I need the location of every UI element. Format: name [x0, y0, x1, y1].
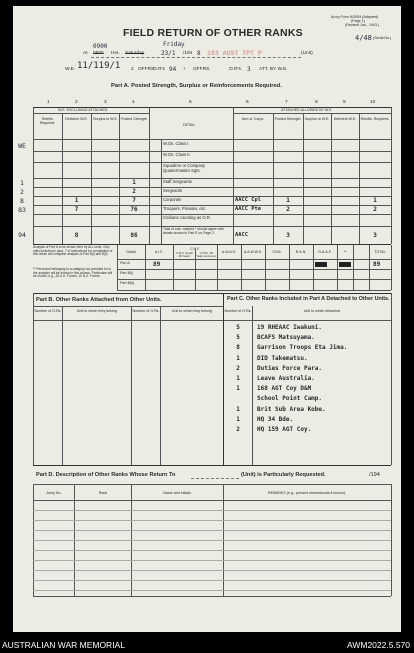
part-d-rule	[33, 570, 391, 571]
part-c-count: 1	[236, 415, 240, 423]
analysis-row-line-2	[117, 269, 391, 270]
part-c-count: 1	[236, 354, 240, 362]
analysis-col-aif: A.I.F.	[154, 250, 164, 254]
part-c-unit: DID Takematsu.	[257, 354, 308, 362]
col-num-4: 4	[132, 100, 135, 105]
analysis-row-part-bii: Part B(ii)	[120, 281, 134, 285]
part-c-count: 1	[236, 385, 240, 393]
hdr-posted-strength-2: Posted Strength.	[274, 117, 302, 121]
part-d-rule	[33, 550, 391, 551]
analysis-row-part-bi: Part B(i)	[120, 271, 134, 275]
analysis-row-part-a: Part A	[120, 261, 130, 265]
part-c-line-end	[391, 293, 392, 465]
col-line-10	[391, 107, 392, 244]
part-d-rule	[33, 520, 391, 521]
part-b-bottom-border	[33, 465, 391, 466]
offrs-label: OFFRS.	[138, 67, 156, 72]
form-sheet	[13, 6, 401, 632]
analysis-col-cmf-over: C.M.F. 18 Years and over.	[196, 251, 217, 259]
part-d-rule	[33, 580, 391, 581]
part-b-col-number-2: Number of O.Rs.	[132, 309, 160, 313]
analysis-row-line-3	[117, 279, 391, 280]
analysis-col-other: **	[343, 250, 347, 254]
part-b-line-0	[33, 293, 34, 465]
hdr-deficient-we: Deficient W.E.	[65, 117, 88, 121]
part-d-rule	[33, 590, 391, 591]
part-b-header-line	[33, 320, 391, 321]
part-c-unit: HQ 34 Bde.	[257, 415, 294, 423]
part-c-unit: 19 RHEAAC Iwakuni.	[257, 324, 323, 331]
row-cell-c10: 2	[373, 206, 377, 213]
analysis-note-2: ** Personnel belonging to a category not previded for in the analysis will be shown in this column. Particulars will be shown, e.g., 25 U.K. Forces, 10 N.Z. Forces.	[33, 267, 113, 279]
col-num-1: 1	[47, 100, 50, 105]
col-line-0	[33, 107, 34, 244]
part-a-row-line	[33, 162, 391, 163]
row-cell-c2: 1	[74, 197, 79, 204]
part-c-count: 1	[236, 405, 240, 413]
part-c-col-number: Number of O.Rs.	[224, 309, 252, 313]
caption-accession: AWM2022.5.570	[347, 640, 410, 650]
part-c-col-unit: Unit to which detached	[303, 309, 341, 313]
hdr-reinfts-required-2: Reinfts. Required.	[360, 117, 390, 121]
detail-header: DETAIL	[183, 123, 196, 127]
part-c-count: 5	[236, 334, 240, 342]
row-cell-c2: 8	[74, 231, 79, 239]
analysis-col-ran: R.A.N.	[295, 250, 307, 254]
row-detail: Squadron or Company Quartermaster Sgts.	[163, 163, 206, 173]
part-d-rule	[33, 530, 391, 531]
row-cell-c2: 7	[74, 206, 79, 213]
part-a-row-line	[33, 151, 391, 152]
col-line-detail	[161, 139, 162, 244]
ors-label: O.R's	[153, 67, 165, 72]
part-a-row-line	[33, 178, 391, 179]
row-cell-c4: 86	[130, 231, 138, 239]
col-num-3: 3	[104, 100, 107, 105]
part-c-title: Part C. Other Ranks Included in Part A Detached to Other Units.	[227, 296, 390, 302]
row-detail: Troopers, Privates, etc.	[163, 206, 207, 211]
row-margin-note: 8	[20, 196, 24, 205]
offrs2-label: OFFRS.	[193, 67, 211, 72]
time-value: 0900	[93, 43, 108, 50]
row-cell-c10: 3	[373, 231, 377, 239]
analysis-redaction-2	[339, 262, 351, 267]
row-cell-c4: 2	[132, 188, 136, 195]
at-label: At	[83, 51, 88, 56]
analysis-total-value: 89	[373, 261, 381, 268]
analysis-col-line-10	[353, 245, 354, 290]
part-d-rule	[33, 540, 391, 541]
col-line-5	[233, 107, 234, 244]
row-detail: W.Os. Class I.	[163, 141, 190, 146]
serial-number: 4/48	[355, 34, 372, 42]
row-cell-c4: 7	[132, 197, 136, 204]
row-detail: Civilians counting as O.R.	[163, 215, 211, 220]
part-c-count: 2	[236, 364, 240, 372]
row-margin-note: 1	[20, 178, 24, 187]
row-detail: Sergeants	[163, 188, 183, 193]
part-d-col-army-no: Army No.	[46, 491, 62, 495]
serial-label: (Serial No.)	[373, 36, 392, 40]
row-cell-arm: AACC	[235, 231, 248, 238]
row-detail: W.Os. Class II.	[163, 152, 191, 157]
row-cell-c4: 1	[132, 179, 136, 186]
analysis-col-awas: A.W.A.S.	[221, 250, 237, 254]
part-d-line-4	[391, 484, 392, 596]
analysis-redaction-1	[315, 262, 327, 267]
part-c-unit: School Point Camp.	[257, 395, 323, 403]
row-detail: Staff Sergeants	[163, 179, 192, 184]
part-c-unit: HQ 159 AGT Coy.	[257, 426, 312, 433]
unit-label: (Unit)	[301, 51, 313, 56]
ors2-value: 3	[247, 66, 251, 73]
form-title: FIELD RETURN OF OTHER RANKS	[123, 27, 303, 39]
part-d-header-line	[33, 500, 391, 501]
header-bottom-line	[33, 139, 391, 140]
analysis-row-line-1	[117, 259, 391, 260]
row-detail: Corporals	[163, 197, 182, 202]
date-value: 23/1	[161, 50, 176, 57]
unit-stamp: 183 AUST TPT P	[207, 49, 262, 57]
offrs-value: 2	[131, 67, 134, 72]
army-form-label	[331, 16, 399, 28]
time-struck: 0800	[93, 51, 104, 56]
part-d-title-a: Part D. Description of Other Ranks Whose Return To	[36, 472, 176, 478]
hdr-reinfts-required: Reinfts Required.	[39, 117, 56, 125]
hdr-deficient-we-2: Deficient W.E.	[333, 117, 357, 121]
part-d-top-line	[33, 484, 391, 485]
row-cell-arm: AACC Pte	[235, 206, 261, 212]
analysis-col-line-12	[391, 245, 392, 290]
part-d-col-name: Name and Initials	[163, 491, 191, 495]
attached-underline	[233, 113, 391, 114]
row-detail: Total of cols. marked * should agree with details shown in Part E on Page 2.	[163, 227, 224, 235]
part-b-title: Part B. Other Ranks Attached from Other Units.	[36, 297, 162, 303]
row-margin-note: 2	[20, 187, 24, 196]
analysis-row-line-4	[117, 290, 391, 291]
part-b-line-3	[160, 306, 161, 465]
analysis-col-aamws: A.A.M.W.S.	[243, 250, 263, 254]
row-cell-c7: 2	[286, 206, 290, 213]
part-d-title-c: /194	[369, 472, 380, 478]
col-num-7: 7	[285, 100, 288, 105]
part-b-top-border	[33, 293, 391, 294]
analysis-note: Analysis of Part A to be shown here by ALL units. Only units included in para. 7 of instructions for compilation of this return will complete analysis of Part B(i) and B(ii).	[33, 245, 113, 257]
part-c-unit: BCAFS Matsuyama.	[257, 334, 315, 342]
part-c-unit: Garrison Troops Eta Jima.	[257, 344, 348, 352]
archive-caption	[0, 636, 414, 653]
row-margin-note: 94	[18, 231, 26, 239]
analysis-col-total: TOTAL	[374, 250, 386, 254]
row-cell-c4: 76	[130, 206, 138, 213]
part-c-count: 5	[236, 324, 240, 331]
hrs-label: Hrs.	[111, 51, 120, 56]
analysis-col-raaf: R.A.A.F.	[318, 250, 332, 254]
part-d-col-rank: Rank	[98, 491, 108, 495]
col-num-2: 2	[75, 100, 78, 105]
ors-value: 94	[169, 66, 177, 73]
part-c-unit: Duties Force Para.	[257, 364, 323, 372]
row-cell-arm: AACC Cpl	[235, 197, 261, 203]
part-d-rule	[33, 560, 391, 561]
analysis-col-cmf-under: C.M.F. Under 18 Years.	[175, 251, 194, 259]
part-d-col-remarks: REMARKS (e.g., present whereabouts if known).	[268, 491, 346, 495]
analysis-col-cmf-head: C.M.F.	[190, 247, 200, 251]
plus-sign: +	[183, 67, 186, 72]
hdr-posted-strength: Posted Strength	[121, 117, 147, 121]
col-num-10: 10	[370, 100, 376, 105]
part-d-rule	[33, 510, 391, 511]
part-c-unit: Brit Sub Area Kobe.	[257, 405, 326, 413]
part-b-col-unit: Unit to which they belong	[76, 309, 118, 313]
part-b-col-unit-2: Unit to which they belong	[171, 309, 213, 313]
year-value: 8	[197, 50, 201, 57]
day-struck: Saturday	[125, 51, 145, 56]
army-form-number: Army Form W3009 (Adapted)	[331, 15, 378, 19]
day-value: Friday	[163, 41, 185, 48]
part-a-row-line	[33, 187, 391, 188]
part-c-line-1	[252, 306, 253, 465]
analysis-col-civil: CIVIL	[272, 250, 282, 254]
col-num-8: 8	[315, 100, 318, 105]
ors2-label: O.R's	[229, 67, 241, 72]
we-value: 11/119/1	[77, 61, 121, 71]
we-label: W.E.	[65, 67, 76, 72]
attached-allowed: ATTACHED ALLOWED BY W.E.	[281, 108, 333, 112]
part-b-line-1	[62, 306, 63, 465]
col-num-6: 6	[246, 100, 249, 105]
row-margin-note: WE	[18, 141, 26, 150]
part-d-bottom-line	[33, 596, 391, 597]
part-c-unit: 168 AGT Coy D&M	[257, 385, 312, 393]
hdr-surplus-we-2: Surplus to W.E.	[304, 117, 330, 121]
analysis-detail-head: Detail	[126, 250, 136, 254]
row-cell-c7: 1	[286, 197, 290, 204]
att-label: ATT. BY W.E.	[259, 67, 288, 72]
col-num-5: 5	[189, 100, 192, 105]
col-line-4	[149, 107, 150, 244]
hdr-surplus-we: Surplus to W.E.	[93, 117, 118, 121]
we-excluding-attached: W.E. EXCLUDING ATTACHED.	[58, 108, 109, 112]
col-num-9: 9	[343, 100, 346, 105]
row-cell-c10: 1	[373, 197, 377, 204]
header-dotted-line	[91, 57, 301, 58]
part-a-row-line	[33, 214, 391, 215]
caption-institution: AUSTRALIAN WAR MEMORIAL	[2, 640, 125, 650]
part-c-unit: Leave Australia.	[257, 375, 315, 382]
part-c-count: 8	[236, 344, 240, 352]
part-c-count: 1	[236, 375, 240, 382]
year-label: /194	[183, 51, 193, 56]
hdr-arm-corps: Arm or Corps.	[241, 117, 265, 121]
part-b-col-number: Number of O.Rs.	[34, 309, 62, 313]
part-b-line-2	[131, 306, 132, 465]
part-d-unit-line	[191, 478, 239, 479]
row-margin-note: 83	[18, 205, 26, 214]
row-cell-c7: 3	[286, 231, 290, 239]
part-a-title: Part A. Posted Strength, Surplus or Reinforcements Required.	[111, 83, 282, 89]
analysis-aif-value: 89	[153, 261, 161, 268]
part-c-count: 2	[236, 426, 240, 433]
page-number: (Page 1)	[351, 18, 365, 23]
revised-date: (Revised Jan., 1943.)	[345, 22, 380, 27]
part-d-title-b: (Unit) is Particularly Requested.	[241, 472, 326, 478]
